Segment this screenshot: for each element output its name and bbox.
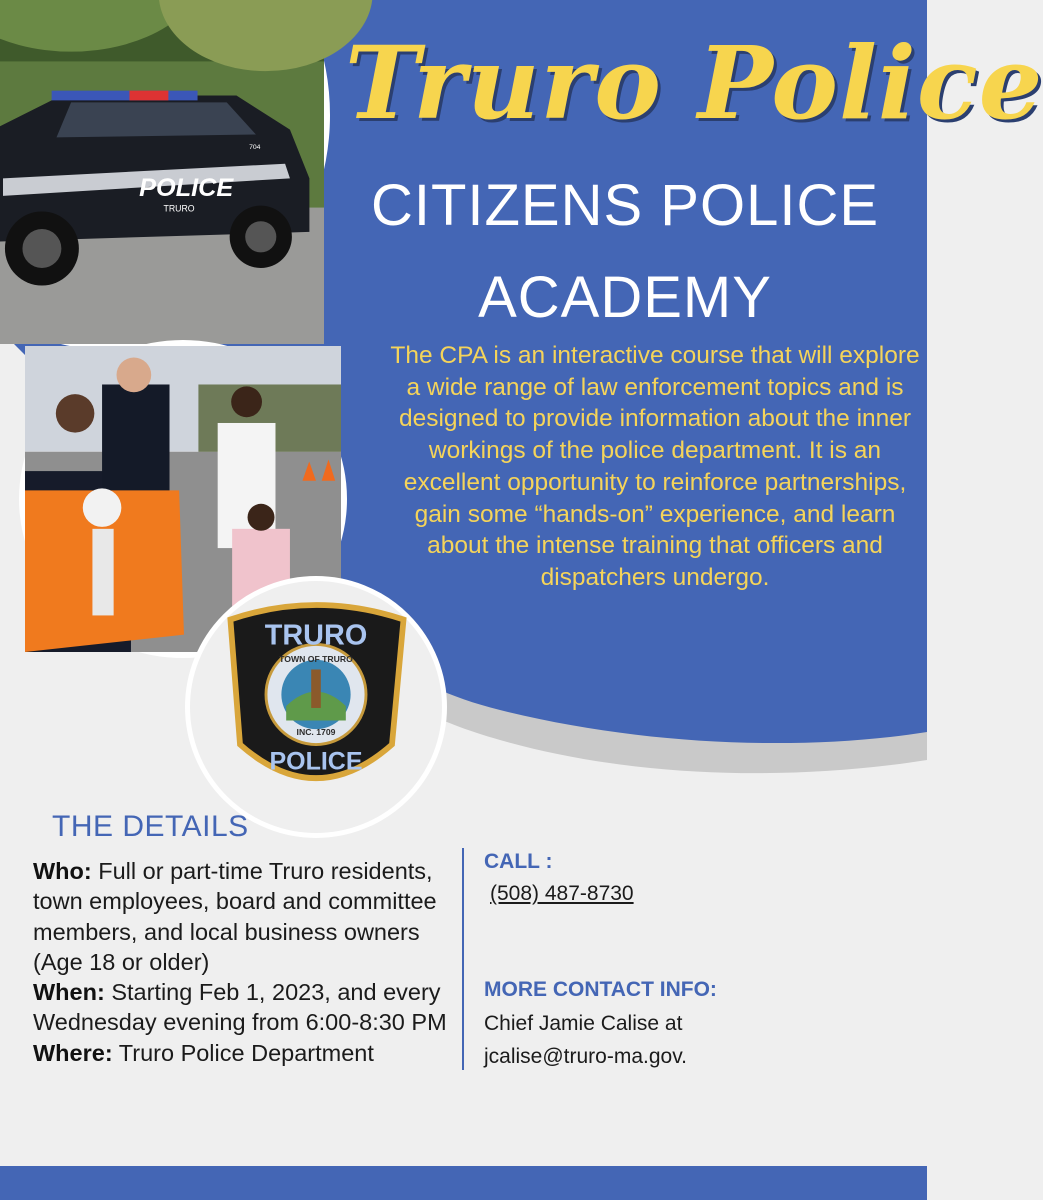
- course-description: The CPA is an interactive course that will explore a wide range of law enforcement topics and is designed to provide information about the inner workings of the police department. It is an excellent opportunity to reinforce partnerships, gain some “hands-on” experience, and learn about the intense training that officers and dispatchers undergo.: [390, 342, 920, 591]
- who-label: Who:: [33, 858, 92, 884]
- when-text: Starting Feb 1, 2023, and every Wednesday evening from 6:00-8:30 PM: [33, 979, 447, 1036]
- where-label: Where:: [33, 1039, 113, 1066]
- badge-truro-text: TRURO: [264, 619, 368, 652]
- more-contact-label: MORE CONTACT INFO:: [484, 978, 717, 1001]
- email-link[interactable]: jcalise@truro-ma.gov.: [484, 1045, 687, 1068]
- car-truro-text: TRURO: [163, 203, 195, 214]
- headline-line-1: CITIZENS POLICE: [370, 173, 880, 238]
- column-divider: [462, 848, 464, 1070]
- call-label: CALL :: [484, 850, 553, 873]
- badge-seal-year: INC. 1709: [296, 726, 336, 737]
- who-text: Full or part-time Truro residents, town employees, board and committee members, and local business owners (Age 18 or older): [33, 858, 437, 975]
- car-number-text: 704: [249, 144, 261, 152]
- badge-police-text: POLICE: [269, 747, 363, 776]
- details-block: [33, 856, 453, 1068]
- headline-line-2: ACADEMY: [478, 265, 772, 330]
- car-police-text: POLICE: [139, 173, 234, 202]
- badge-seal-text: TOWN OF TRURO: [279, 653, 353, 664]
- footer-bar: [0, 1166, 927, 1200]
- when-label: When:: [33, 979, 105, 1006]
- script-title: Truro Police: [345, 24, 1043, 142]
- phone-link[interactable]: (508) 487-8730: [490, 882, 634, 905]
- police-car-photo: [0, 0, 330, 350]
- details-heading: THE DETAILS: [52, 810, 249, 843]
- chief-name: Chief Jamie Calise at: [484, 1012, 683, 1035]
- where-text: Truro Police Department: [112, 1039, 374, 1066]
- police-badge-patch: [185, 576, 447, 838]
